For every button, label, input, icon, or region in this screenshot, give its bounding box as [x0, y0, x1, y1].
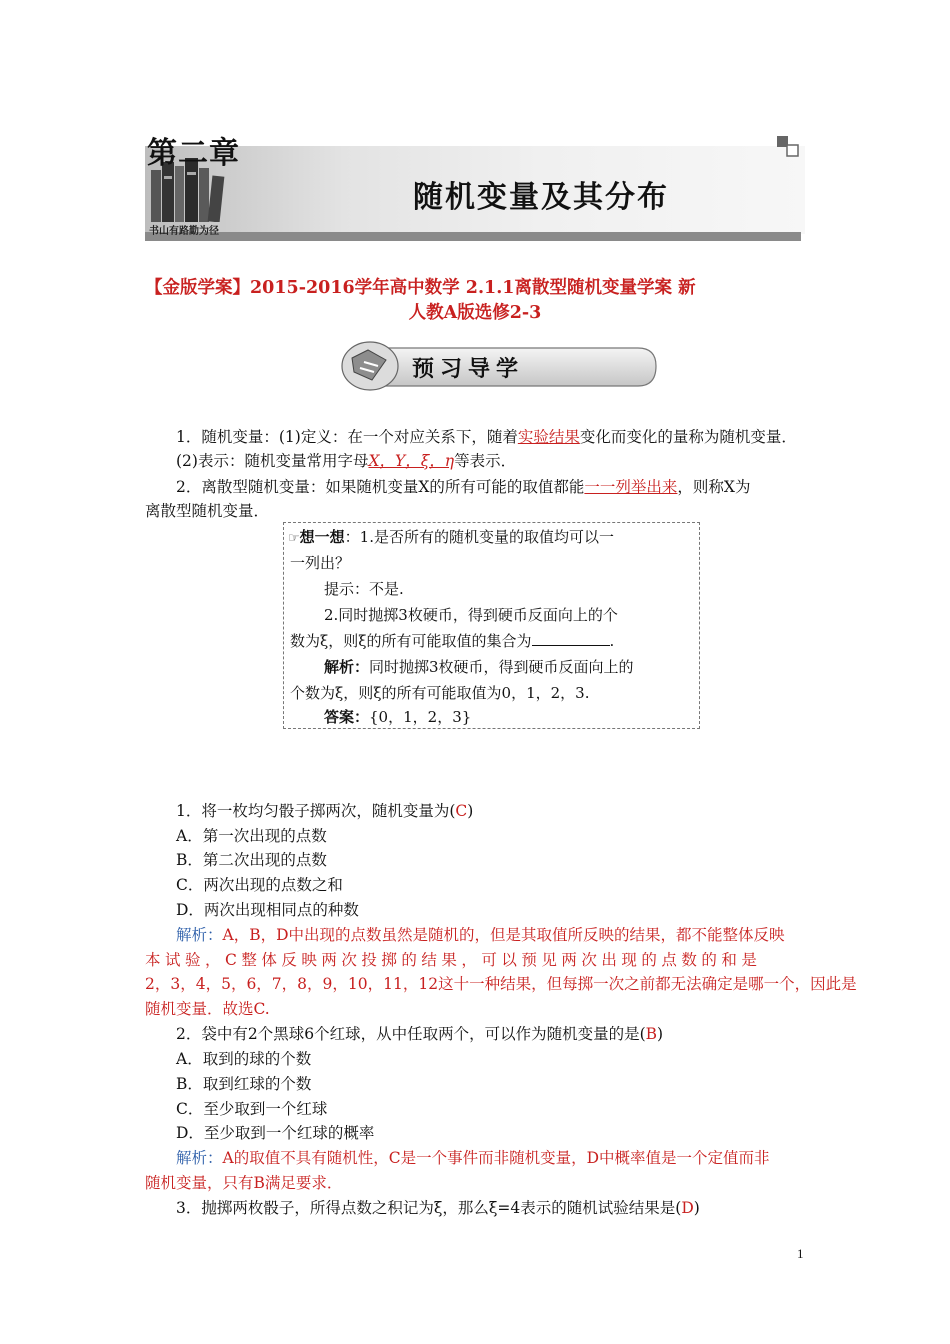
chapter-title: 随机变量及其分布	[413, 180, 669, 215]
question-text: )	[693, 1199, 700, 1217]
page-number: 1	[797, 1246, 804, 1261]
think-line-6: 个数为ξ，则ξ的所有可能取值为0，1，2，3.	[290, 684, 590, 702]
intro-text: 等表示．	[454, 452, 517, 470]
banner-bar	[145, 232, 801, 241]
think-hint: 提示：不是.	[324, 580, 404, 598]
q1-analysis-2: 本试验，C整体反映两次投掷的结果，可以预见两次出现的点数的和是	[145, 951, 762, 969]
think-box	[283, 522, 700, 729]
banner-motto: 书山有路勤为径	[149, 226, 219, 237]
analysis-text: A，B，D中出现的点数虽然是随机的，但是其取值所反映的结果，都不能整体反映	[222, 926, 785, 944]
q2-analysis-1	[176, 1148, 770, 1168]
question-text: 1．将一枚均匀骰子掷两次，随机变量为(	[176, 802, 456, 820]
analysis-label: 解析：	[324, 658, 370, 676]
answer-blank	[532, 631, 610, 646]
think-text: 同时抛掷3枚硬币，得到硬币反面向上的	[369, 658, 634, 676]
think-line-1	[288, 527, 614, 549]
question-text: )	[657, 1025, 664, 1043]
q2-stem	[176, 1024, 663, 1044]
question-text: )	[467, 802, 474, 820]
question-text: 3．抛掷两枚骰子，所得点数之积记为ξ，那么ξ=4表示的随机试验结果是(	[176, 1199, 682, 1217]
think-line-5	[324, 657, 634, 677]
doc-title-line2: 人教A版选修2-3	[408, 303, 542, 323]
think-text: ：1.是否所有的随机变量的取值均可以一	[344, 528, 614, 546]
intro-text: 2．离散型随机变量：如果随机变量X的所有可能的取值都能	[176, 478, 585, 496]
badge-label: 预习导学	[412, 357, 525, 382]
think-text: 数为ξ，则ξ的所有可能取值的集合为	[290, 632, 532, 650]
think-line-7	[324, 707, 471, 727]
q2-option-c: C．至少取到一个红球	[176, 1100, 328, 1118]
corner-squares-icon	[775, 134, 803, 158]
think-label: 想一想	[299, 528, 345, 546]
intro-text: 1．随机变量：(1)定义：在一个对应关系下，随着	[176, 428, 518, 446]
answer-label: 答案：	[324, 708, 370, 726]
q1-option-a: A．第一次出现的点数	[176, 827, 327, 845]
intro-line-2	[176, 451, 516, 471]
pointing-hand-icon: ☞	[288, 531, 300, 546]
intro-text: ，则称X为	[677, 478, 751, 496]
think-line-2: 一列出？	[290, 554, 351, 572]
blank-answer: 实验结果	[517, 428, 580, 446]
q2-option-a: A．取到的球的个数	[176, 1050, 312, 1068]
think-line-3: 2.同时抛掷3枚硬币，得到硬币反面向上的个	[324, 606, 618, 624]
intro-line-3	[176, 477, 750, 497]
question-text: 2．袋中有2个黑球6个红球，从中任取两个，可以作为随机变量的是(	[176, 1025, 646, 1043]
think-line-4	[290, 631, 614, 651]
analysis-label: 解析：	[176, 926, 223, 944]
q1-analysis-4: 随机变量．故选C.	[145, 1000, 270, 1018]
think-text: {0，1，2，3}	[369, 708, 472, 726]
intro-line-1	[176, 427, 797, 447]
doc-title-line1: 【金版学案】2015-2016学年高中数学 2.1.1离散型随机变量学案 新	[145, 278, 696, 298]
chapter-banner	[145, 126, 805, 248]
q1-analysis-1	[176, 925, 785, 945]
q1-analysis-3: 2，3，4，5，6，7，8，9，10，11，12这十一种结果，但每掷一次之前都无法确定是哪一个，因此是	[145, 975, 857, 993]
answer-letter: D	[681, 1199, 694, 1217]
intro-text: (2)表示：随机变量常用字母	[176, 452, 369, 470]
blank-answer: 一一列举出来	[584, 478, 678, 496]
q2-option-d: D．至少取到一个红球的概率	[176, 1124, 375, 1142]
blank-answer: X，Y，ξ，η	[368, 452, 455, 470]
q1-stem	[176, 801, 473, 821]
q2-analysis-2: 随机变量，只有B满足要求．	[145, 1174, 343, 1192]
answer-letter: B	[645, 1025, 658, 1043]
q1-option-d: D．两次出现相同点的种数	[176, 901, 359, 919]
intro-text: 变化而变化的量称为随机变量．	[579, 428, 797, 446]
think-text: .	[609, 632, 615, 650]
q1-option-c: C．两次出现的点数之和	[176, 876, 343, 894]
q3-stem	[176, 1198, 700, 1218]
q1-option-b: B．第二次出现的点数	[176, 851, 327, 869]
analysis-label: 解析：	[176, 1149, 223, 1167]
preview-badge	[338, 336, 658, 394]
q2-option-b: B．取到红球的个数	[176, 1075, 312, 1093]
chapter-label: 第二章	[147, 136, 240, 171]
answer-letter: C	[455, 802, 468, 820]
intro-line-4: 离散型随机变量．	[145, 502, 270, 520]
analysis-text: A的取值不具有随机性，C是一个事件而非随机变量，D中概率值是一个定值而非	[222, 1149, 770, 1167]
